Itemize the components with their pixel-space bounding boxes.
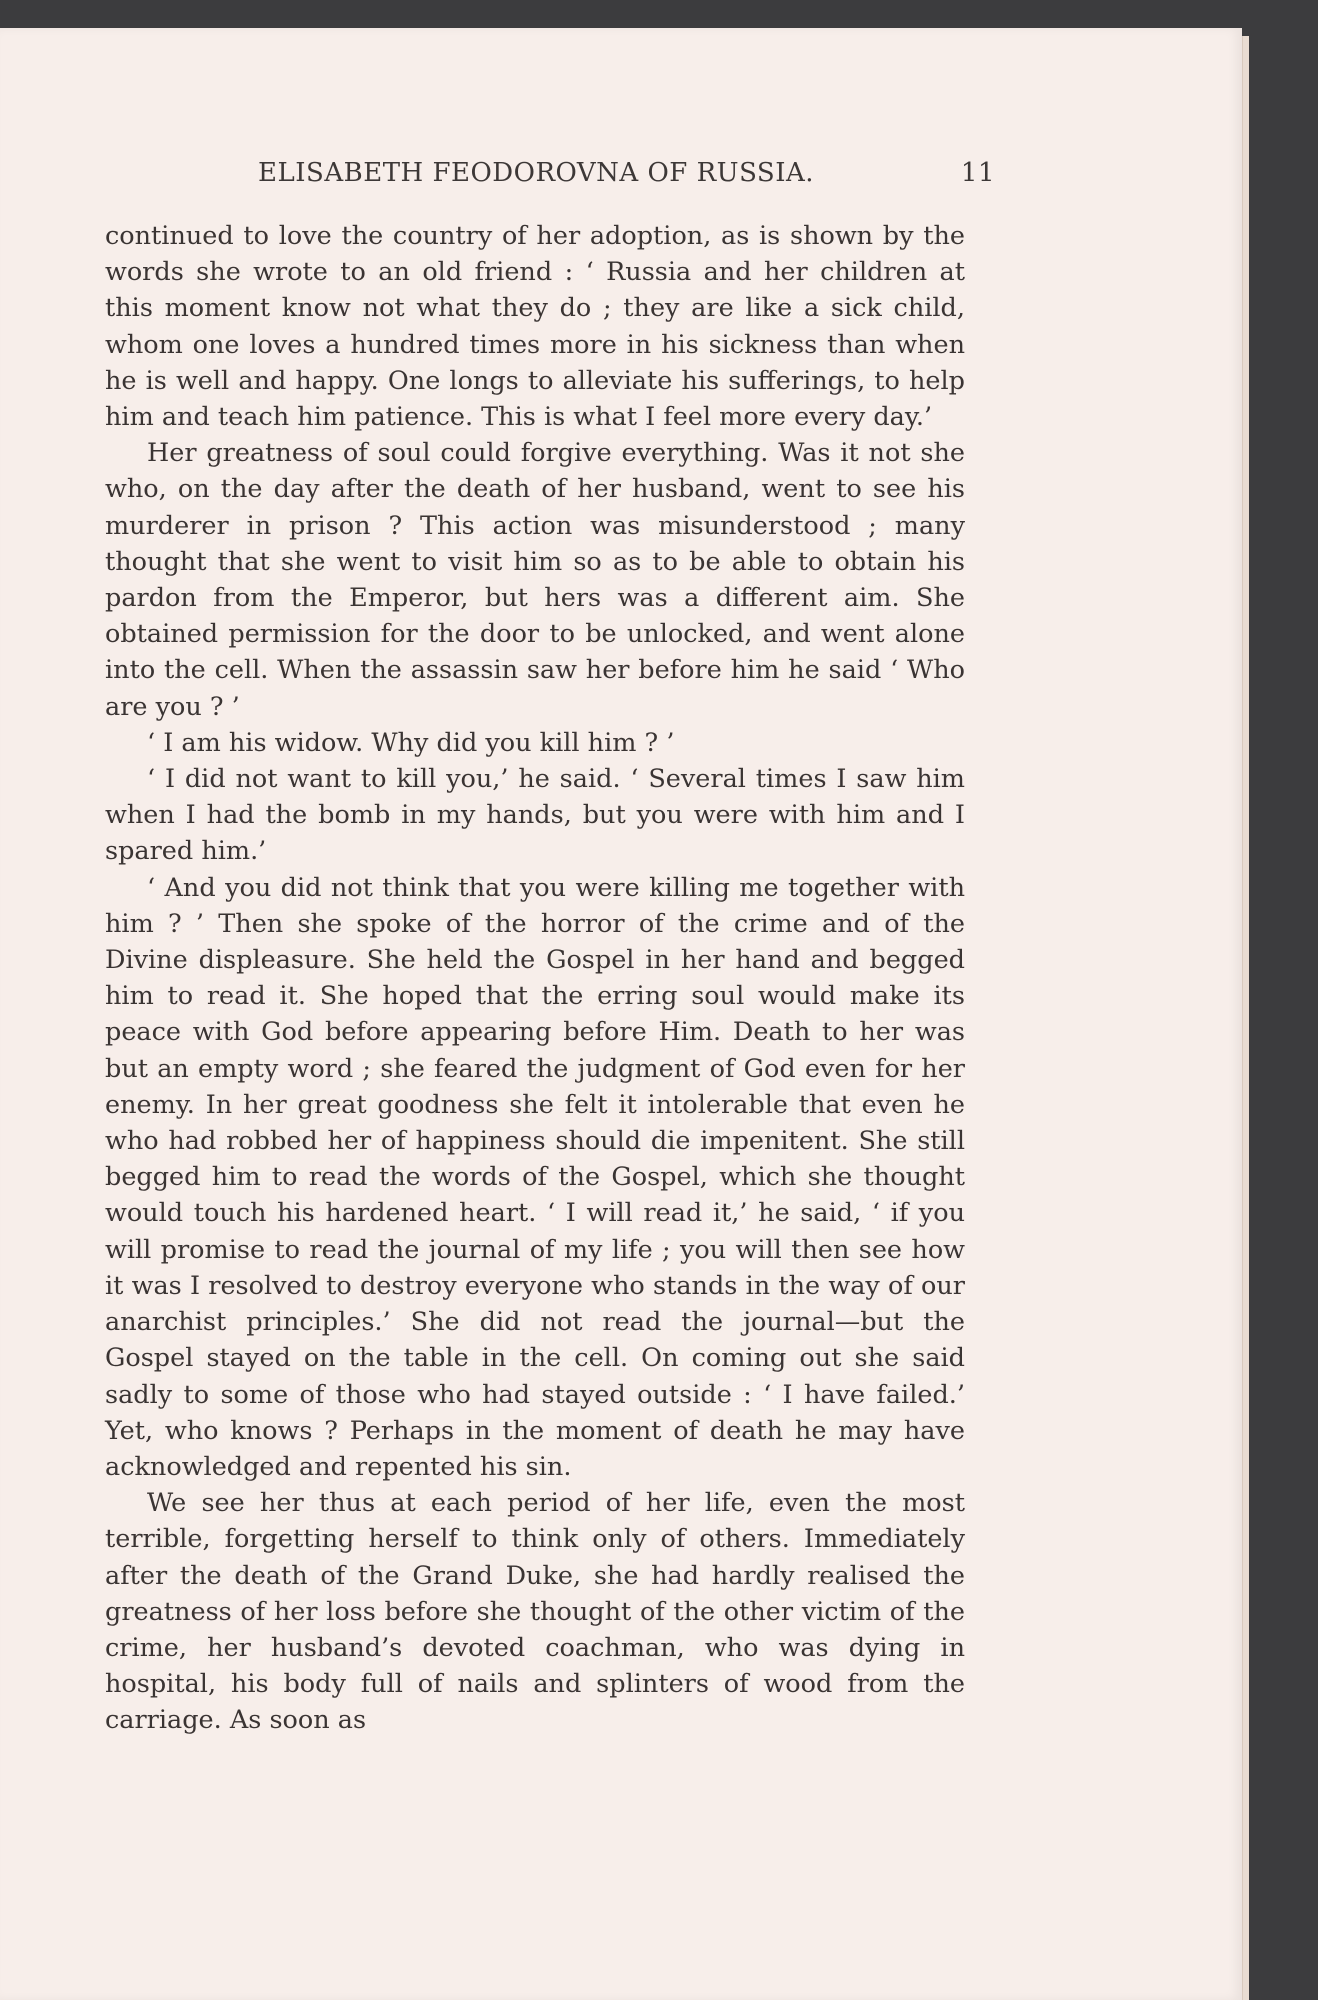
body-text bbox=[105, 218, 965, 1739]
paragraph: ‘ I am his widow. Why did you kill him ? ’ bbox=[147, 727, 675, 758]
paragraph-continued: continued to love the country of her adoption, as is shown by the words she wrote to an old friend : ‘ Russia and her children at this moment know not what they do ; they are like a sick child, whom one loves a hundred times more in his sickness than when he is well and happy. One longs to alleviate his sufferings, to help him and teach him patience. This is what I feel more every day.’ bbox=[105, 221, 965, 433]
running-head bbox=[230, 158, 995, 198]
paragraph: Her greatness of soul could forgive everything. Was it not she who, on the day after the death of her husband, went to see his murderer in prison ? This action was misunderstood ; many thought that she went to visit him so as to be able to obtain his pardon from the Emperor, but hers was a different aim. She obtained permission for the door to be unlocked, and went alone into the cell. When the assassin saw her before him he said ‘ Who are you ? ’ bbox=[105, 438, 965, 722]
paragraph: We see her thus at each period of her life, even the most terrible, forgetting herself to think only of others. Immediately after the death of the Grand Duke, she had hardly realised the greatness of her loss before she thought of the other victim of the crime, her husband’s devoted coachman, who was dying in hospital, his body full of nails and splinters of wood from the carriage. As soon as bbox=[105, 1488, 965, 1736]
page-edge bbox=[1242, 36, 1249, 2000]
paragraph: ‘ I did not want to kill you,’ he said. ‘ Several times I saw him when I had the bomb in my hands, but you were with him and I spared him.’ bbox=[105, 764, 965, 867]
paragraph: ‘ And you did not think that you were killing me together with him ? ’ Then she spoke of the horror of the crime and of the Divine displeasure. She held the Gospel in her hand and begged him to read it. She hoped that the erring soul would make its peace with God before appearing before Him. Death to her was but an empty word ; she feared the judgment of God even for her enemy. In her great goodness she felt it intolerable that even he who had robbed her of happiness should die impenitent. She still begged him to read the words of the Gospel, which she thought would touch his hardened heart. ‘ I will read it,’ he said, ‘ if you will promise to read the journal of my life ; you will then see how it was I resolved to destroy everyone who stands in the way of our anarchist principles.’ She did not read the journal—but the Gospel stayed on the table in the cell. On coming out she said sadly to some of those who had stayed outside : ‘ I have failed.’ Yet, who knows ? Perhaps in the moment of death he may have acknowledged and repented his sin. bbox=[105, 872, 965, 1482]
running-head-title: ELISABETH FEODOROVNA OF RUSSIA. bbox=[258, 158, 815, 188]
page-number: 11 bbox=[960, 158, 995, 188]
